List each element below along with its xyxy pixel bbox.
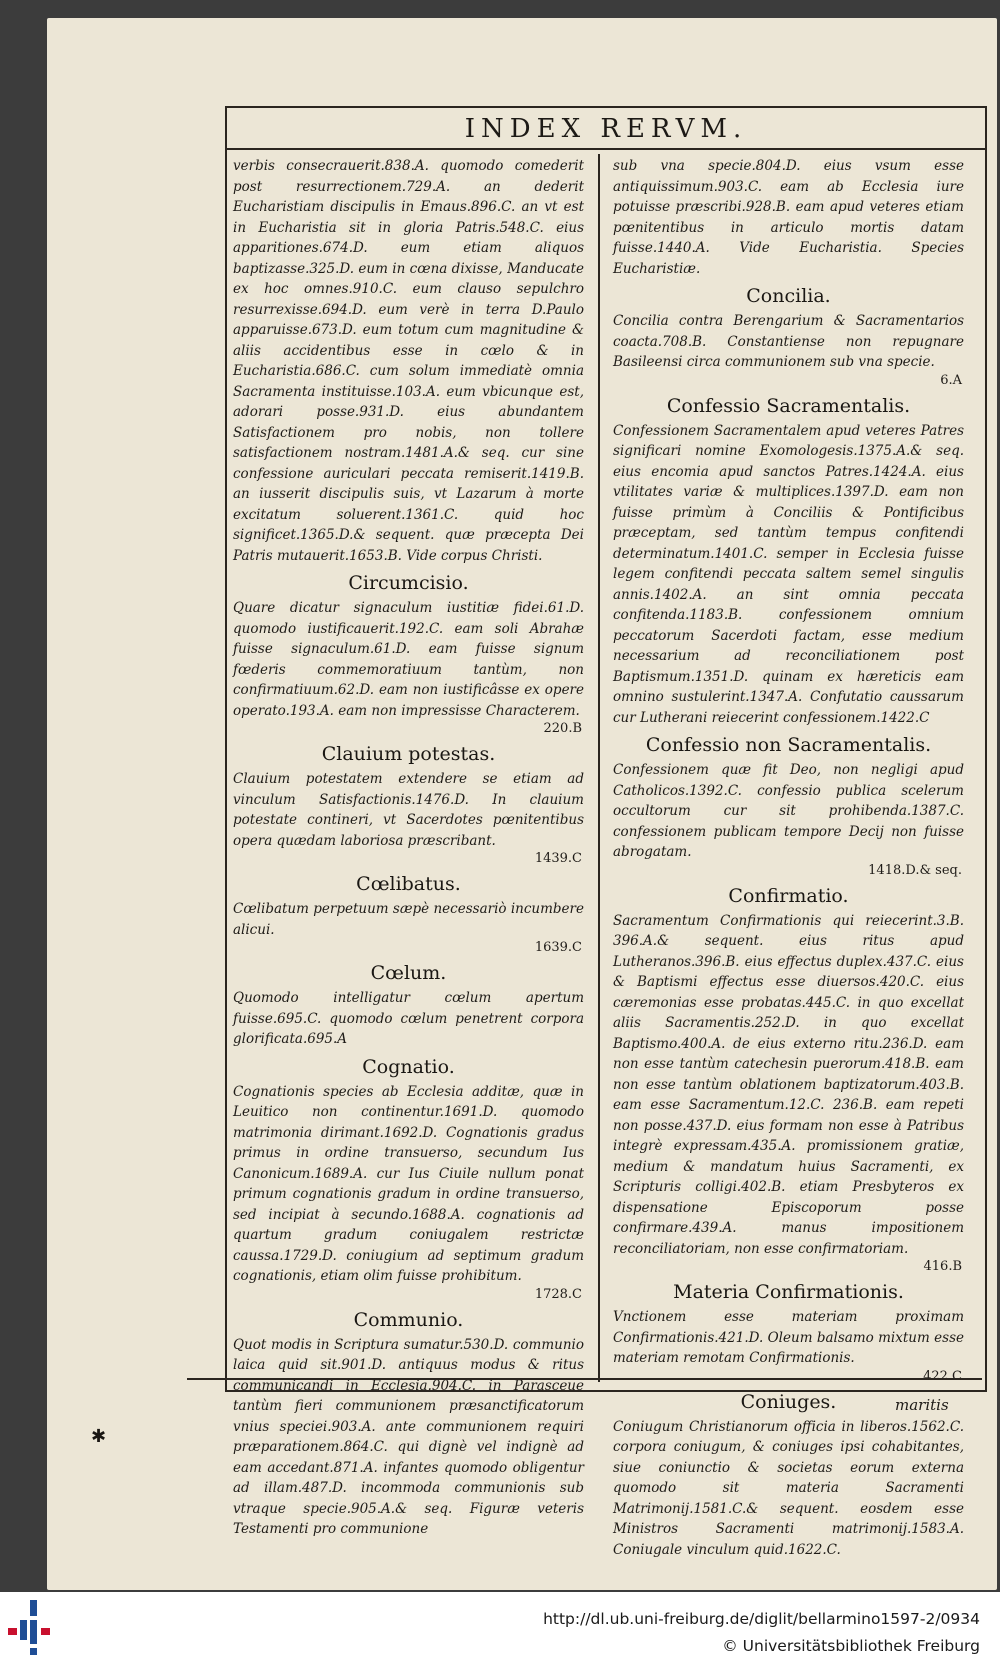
- index-entry: Cœlibatum perpetuum sæpè necessariò incumbere alicui.: [233, 901, 584, 938]
- index-entry: Confessionem Sacramentalem apud veteres Patres significari nomine Exomologesis.1375.A.& seq. eius encomia apud sanctos Patres.1424.A. eius vtilitates variæ & multiplices.1397.D. eam non fuisse primùm à Conciliis & Pontificibus præceptam, sed tantùm tempus confitendi determinatum.1401.C. semper in Ecclesia fuisse legem confitendi peccata saltem semel singulis annis.1402.A. an sint omnia peccata confitenda.1183.B. confessionem omnium peccatorum Sacerdoti factam, esse medium necessarium ad reconciliationem post Baptismum.1351.D. quinam ex hæreticis eam omnino sustulerint.1347.A. Confutatio caussarum cur Lutherani reiecerint confessionem.1422.C: [613, 422, 964, 726]
- page-reference: 1439.C: [534, 851, 582, 866]
- section-heading: Confessio non Sacramentalis.: [645, 734, 932, 756]
- index-entry: Vnctionem esse materiam proximam Confirmationis.421.D. Oleum balsamo mixtum esse materiam remotam Confirmationis.: [613, 1309, 964, 1366]
- index-entry: Concilia contra Berengarium & Sacramentarios coacta.708.B. Constantiense non repugnare Basileensi circa communionem sub vna specie.: [613, 313, 964, 370]
- header-rule: [227, 148, 985, 150]
- left-column: [231, 156, 586, 1537]
- index-section: [231, 1309, 586, 1540]
- index-section: [231, 1056, 586, 1303]
- section-heading: Concilia.: [746, 285, 831, 307]
- section-heading: Communio.: [353, 1308, 464, 1331]
- index-section: [611, 734, 966, 879]
- page-reference: 1728.C: [534, 1286, 582, 1302]
- page-reference: 6.A: [940, 372, 962, 388]
- page-reference: 416.B: [923, 1259, 962, 1274]
- index-entry: verbis consecrauerit.838.A. quomodo comederit post resurrectionem.729.A. an dederit Eucharistiam discipulis in Emaus.896.C. an vt est in Eucharistia sit in gloria Patris.548.C. eius apparitiones.674.D. eum etiam aliquos baptizasse.325.D. eum in cœna dixisse, Manducate ex hoc omnes.910.C. eum clauso sepulchro resurrexisse.694.D. eum verè in terra D.Paulo apparuisse.673.D. eum totum cum magnitudine & aliis accidentibus esse in cœlo & in Eucharistia.686.C. cum solum immediatè omnia Sacramenta instituisse.103.A. eum vbicunque est, adorari posse.931.D. eius abundantem Satisfactionem pro nobis, non tollere satisfactionem nostram.1481.A.& seq. cur sine confessione auriculari peccata remiserit.1419.B. an iusserit discipulis suis, vt Lazarum à morte excitatum soluerent.1361.C. quid hoc significet.1365.D.& sequent. quæ præcepta Dei Patris mutauerit.1653.B. Vide corpus Christi.: [233, 158, 584, 564]
- index-entry: Coniugum Christianorum officia in liberos.1562.C. corpora coniugum, & coniuges ipsi cohabitantes, siue coniunctio & societas eorum externa quomodo sit materia Sacramenti Matrimonij.1581.C.& sequent. eosdem esse Ministros Sacramenti matrimonij.1583.A. Coniugale vinculum quid.1622.C.: [613, 1418, 964, 1558]
- index-entry: Sacramentum Confirmationis qui reiecerint.3.B. 396.A.& sequent. eius ritus apud Lutheranos.396.B. eius effectus duplex.437.C. eius & Baptismi effectus esse diuersos.420.C. eius cæremonias esse probatas.445.C. in quo excellat aliis Sacramentis.252.D. in quo excellat Baptismo.400.A. de eius externo ritu.236.D. eam non esse tantùm catechesin puerorum.418.B. eam non esse tantùm oblationem baptizatorum.403.B. eam esse Sacramentum.12.C. 236.B. eam repeti non posse.437.D. eius formam non esse à Patribus integrè expressam.435.A. promissionem gratiæ, medium & mandatum huius Sacramenti, ex Scripturis colligi.402.B. etiam Presbyteros ex dispensatione Episcoporum posse confirmare.439.A. manus impositionem reconciliatoriam, non esse confirmatoriam.: [613, 912, 964, 1257]
- copyright-notice: © Universitätsbibliothek Freiburg: [722, 1637, 980, 1655]
- running-head: INDEX RERVM.: [464, 114, 748, 144]
- column-divider: [598, 154, 600, 1382]
- index-section: [231, 962, 586, 1050]
- index-section: [611, 1281, 966, 1385]
- catchword: maritis: [895, 1396, 949, 1414]
- viewer-footer: [0, 1592, 1000, 1662]
- section-heading: Cognatio.: [362, 1055, 455, 1078]
- index-section: [611, 1391, 966, 1561]
- index-entry: Cognationis species ab Ecclesia additæ, quæ in Leuitico non continentur.1691.D. quomodo matrimonia dirimant.1692.D. Cognationis gradus primus in ordine transuerso, secundum Ius Canonicum.1689.A. cur Ius Ciuile nullum ponat primum cognationis gradum in ordine transuerso, sed incipiat à secundo.1688.A. cognationis ad quartum gradum coniugalem restrictæ caussa.1729.D. coniugium ad septimum gradum cognationis, etiam olim fuisse prohibitum.: [233, 1083, 584, 1284]
- section-heading: Cœlum.: [370, 962, 447, 984]
- index-section: [611, 156, 966, 279]
- footer-rule: [187, 1378, 982, 1380]
- ornament-icon: ✱: [91, 1426, 107, 1447]
- index-entry: Quare dicatur signaculum iustitiæ fidei.61.D. quomodo iustificauerit.192.C. eam soli Abrahæ fuisse signaculum.61.D. eam fuisse signum fœderis commemoratiuum tantùm, non confirmatiuum.62.D. eam non iustificâsse ex opere operato.193.A. eam non impressisse Characterem.: [233, 600, 584, 719]
- index-section: [231, 743, 586, 867]
- section-heading: Circumcisio.: [348, 572, 469, 594]
- section-heading: Confirmatio.: [728, 884, 849, 907]
- book-page: [47, 18, 997, 1590]
- index-entry: Clauium potestatem extendere se etiam ad vinculum Satisfactionis.1476.D. In clauium potestate contineri, vt Sacerdotes pœnitentibus opera quædam laboriosa præscribant.: [233, 771, 584, 849]
- index-section: [231, 156, 586, 566]
- section-heading: Materia Confirmationis.: [673, 1281, 904, 1303]
- section-heading: Clauium potestas.: [321, 743, 496, 765]
- section-heading: Cœlibatus.: [356, 873, 461, 895]
- index-section: [611, 395, 966, 729]
- page-reference: 1418.D.& seq.: [868, 862, 962, 878]
- index-entry: sub vna specie.804.D. eius vsum esse antiquissimum.903.C. eam ab Ecclesia iure potuisse præscribi.928.B. eam apud veteres etiam pœnitentibus in articulo mortis datam fuisse.1440.A. Vide Eucharistia. Species Eucharistiæ.: [613, 158, 964, 277]
- section-heading: Confessio Sacramentalis.: [666, 394, 911, 417]
- page-reference: 1639.C: [534, 940, 582, 955]
- document-url[interactable]: http://dl.ub.uni-freiburg.de/diglit/bellarmino1597-2/0934: [543, 1610, 980, 1628]
- page-reference: 422.C: [923, 1368, 962, 1384]
- index-section: [611, 885, 966, 1276]
- page-reference: 220.B: [543, 721, 582, 736]
- section-heading: Coniuges.: [740, 1390, 837, 1413]
- index-entry: Confessionem quæ fit Deo, non negligi apud Catholicos.1392.C. confessio publica scelerum occultorum cur sit prohibenda.1387.C. confessionem publicam tempore Decij non fuisse abrogatam.: [613, 762, 964, 860]
- index-section: [231, 572, 586, 737]
- index-section: [611, 285, 966, 389]
- index-entry: Quot modis in Scriptura sumatur.530.D. communio laica quid sit.901.D. antiquus modus & ritus communicandi in Ecclesia.904.C. in Parasceue tantùm fieri communionem præsanctificatorum vnius speciei.903.A. ante communionem requiri præparationem.864.C. qui dignè vel indignè ad eam accedant.871.A. infantes quomodo obligentur ad illam.487.D. incommoda communionis sub vtraque specie.905.A.& seq. Figuræ veteris Testamenti pro communione: [233, 1336, 584, 1537]
- index-section: [231, 873, 586, 956]
- index-entry: Quomodo intelligatur cœlum apertum fuisse.695.C. quomodo cœlum penetrent corpora glorificata.695.A: [233, 990, 584, 1047]
- university-logo-icon: [6, 1598, 62, 1656]
